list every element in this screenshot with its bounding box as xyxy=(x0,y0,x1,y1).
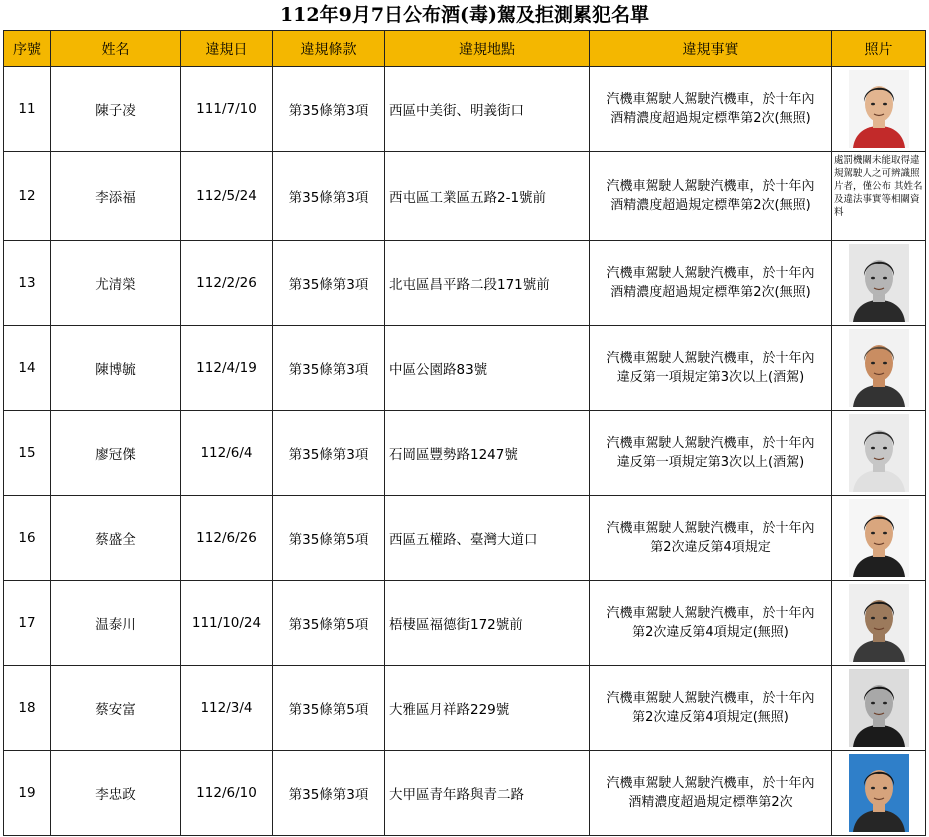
offender-photo xyxy=(849,70,909,148)
row-clause: 第35條第3項 xyxy=(273,67,385,152)
row-no: 11 xyxy=(4,67,51,152)
fact-line-2: 第2次違反第4項規定(無照) xyxy=(632,710,789,725)
row-date: 112/3/4 xyxy=(181,666,273,751)
portrait-icon xyxy=(849,329,909,407)
portrait-icon xyxy=(849,754,909,832)
table-row xyxy=(4,67,926,152)
row-photo xyxy=(832,326,926,411)
header-no: 序號 xyxy=(4,31,51,67)
row-fact xyxy=(590,326,832,411)
row-name: 尤清榮 xyxy=(51,241,181,326)
fact-line-1: 汽機車駕駛人駕駛汽機車，於十年內 xyxy=(606,691,815,706)
row-clause: 第35條第3項 xyxy=(273,411,385,496)
portrait-icon xyxy=(849,244,909,322)
row-location: 石岡區豐勢路1247號 xyxy=(385,411,590,496)
row-location: 西區中美街、明義街口 xyxy=(385,67,590,152)
offender-photo xyxy=(849,584,909,662)
offender-photo xyxy=(849,499,909,577)
table-row xyxy=(4,241,926,326)
row-fact xyxy=(590,581,832,666)
fact-line-1: 汽機車駕駛人駕駛汽機車，於十年內 xyxy=(606,436,815,451)
row-location: 西區五權路、臺灣大道口 xyxy=(385,496,590,581)
row-fact xyxy=(590,496,832,581)
photo-unavailable-notice: 處罰機關未能取得違規駕駛人之可辨識照片者，僅公布 其姓名及違法事實等相關資料 xyxy=(832,152,926,241)
row-no: 12 xyxy=(4,152,51,241)
row-fact xyxy=(590,241,832,326)
row-fact xyxy=(590,67,832,152)
row-name: 廖冠傑 xyxy=(51,411,181,496)
row-date: 111/10/24 xyxy=(181,581,273,666)
row-clause: 第35條第5項 xyxy=(273,496,385,581)
row-photo xyxy=(832,496,926,581)
row-date: 111/7/10 xyxy=(181,67,273,152)
row-clause: 第35條第3項 xyxy=(273,326,385,411)
fact-line-2: 違反第一項規定第3次以上(酒駕) xyxy=(616,370,805,385)
row-name: 陳博毓 xyxy=(51,326,181,411)
row-fact xyxy=(590,751,832,836)
header-clause: 違規條款 xyxy=(273,31,385,67)
page-title: 112年9月7日公布酒(毒)駕及拒測累犯名單 xyxy=(279,4,650,26)
row-photo xyxy=(832,67,926,152)
header-fact: 違規事實 xyxy=(590,31,832,67)
offender-table xyxy=(3,30,926,836)
row-no: 15 xyxy=(4,411,51,496)
row-no: 17 xyxy=(4,581,51,666)
row-clause: 第35條第5項 xyxy=(273,581,385,666)
row-no: 13 xyxy=(4,241,51,326)
offender-photo xyxy=(849,414,909,492)
row-date: 112/6/10 xyxy=(181,751,273,836)
table-row xyxy=(4,666,926,751)
table-body xyxy=(4,67,926,836)
row-photo xyxy=(832,581,926,666)
offender-photo xyxy=(849,244,909,322)
row-name: 陳子凌 xyxy=(51,67,181,152)
header-location: 違規地點 xyxy=(385,31,590,67)
table-header-row xyxy=(4,31,926,67)
row-location: 梧棲區福德街172號前 xyxy=(385,581,590,666)
row-no: 16 xyxy=(4,496,51,581)
row-name: 温泰川 xyxy=(51,581,181,666)
fact-line-2: 酒精濃度超過規定標準第2次 xyxy=(628,795,793,810)
fact-line-2: 第2次違反第4項規定(無照) xyxy=(632,625,789,640)
fact-line-2: 違反第一項規定第3次以上(酒駕) xyxy=(616,455,805,470)
row-name: 蔡安富 xyxy=(51,666,181,751)
row-date: 112/2/26 xyxy=(181,241,273,326)
portrait-icon xyxy=(849,499,909,577)
fact-line-1: 汽機車駕駛人駕駛汽機車，於十年內 xyxy=(606,776,815,791)
fact-line-1: 汽機車駕駛人駕駛汽機車，於十年內 xyxy=(606,266,815,281)
row-photo xyxy=(832,411,926,496)
row-no: 18 xyxy=(4,666,51,751)
fact-line-2: 酒精濃度超過規定標準第2次(無照) xyxy=(610,111,811,126)
header-date: 違規日 xyxy=(181,31,273,67)
table-row xyxy=(4,751,926,836)
fact-line-1: 汽機車駕駛人駕駛汽機車，於十年內 xyxy=(606,92,815,107)
row-photo xyxy=(832,751,926,836)
offender-photo xyxy=(849,329,909,407)
portrait-icon xyxy=(849,669,909,747)
row-location: 北屯區昌平路二段171號前 xyxy=(385,241,590,326)
row-clause: 第35條第3項 xyxy=(273,751,385,836)
portrait-icon xyxy=(849,414,909,492)
row-fact xyxy=(590,152,832,241)
row-clause: 第35條第3項 xyxy=(273,241,385,326)
row-name: 蔡盛全 xyxy=(51,496,181,581)
row-no: 14 xyxy=(4,326,51,411)
table-row xyxy=(4,496,926,581)
row-no: 19 xyxy=(4,751,51,836)
row-clause: 第35條第5項 xyxy=(273,666,385,751)
fact-line-1: 汽機車駕駛人駕駛汽機車，於十年內 xyxy=(606,179,815,194)
row-name: 李忠政 xyxy=(51,751,181,836)
row-date: 112/6/26 xyxy=(181,496,273,581)
fact-line-1: 汽機車駕駛人駕駛汽機車，於十年內 xyxy=(606,521,815,536)
header-photo: 照片 xyxy=(832,31,926,67)
row-location: 中區公園路83號 xyxy=(385,326,590,411)
offender-photo xyxy=(849,754,909,832)
portrait-icon xyxy=(849,70,909,148)
fact-line-2: 酒精濃度超過規定標準第2次(無照) xyxy=(610,198,811,213)
offender-photo xyxy=(849,669,909,747)
table-row xyxy=(4,411,926,496)
row-photo xyxy=(832,241,926,326)
fact-line-2: 酒精濃度超過規定標準第2次(無照) xyxy=(610,285,811,300)
table-row xyxy=(4,152,926,241)
row-location: 大甲區青年路與青二路 xyxy=(385,751,590,836)
fact-line-2: 第2次違反第4項規定 xyxy=(650,540,771,555)
row-photo xyxy=(832,666,926,751)
fact-line-1: 汽機車駕駛人駕駛汽機車，於十年內 xyxy=(606,351,815,366)
row-date: 112/6/4 xyxy=(181,411,273,496)
portrait-icon xyxy=(849,584,909,662)
row-location: 大雅區月祥路229號 xyxy=(385,666,590,751)
row-date: 112/4/19 xyxy=(181,326,273,411)
row-clause: 第35條第3項 xyxy=(273,152,385,241)
table-row xyxy=(4,581,926,666)
row-name: 李添福 xyxy=(51,152,181,241)
fact-line-1: 汽機車駕駛人駕駛汽機車，於十年內 xyxy=(606,606,815,621)
row-location: 西屯區工業區五路2-1號前 xyxy=(385,152,590,241)
row-fact xyxy=(590,666,832,751)
table-row xyxy=(4,326,926,411)
row-fact xyxy=(590,411,832,496)
header-name: 姓名 xyxy=(51,31,181,67)
row-date: 112/5/24 xyxy=(181,152,273,241)
